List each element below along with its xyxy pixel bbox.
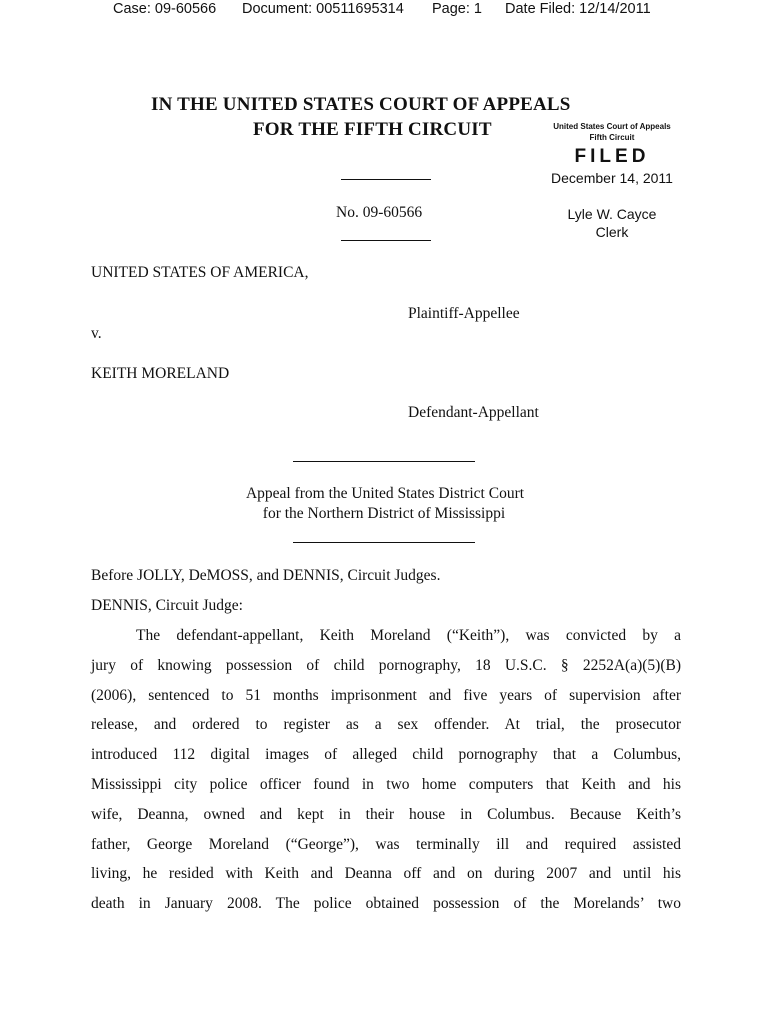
page-number-header: Page: 1 [432,1,482,17]
opinion-line: living, he resided with Keith and Deanna off and on during 2007 and until his [91,865,681,883]
case-number-rule-bottom [341,240,431,241]
opinion-paragraph [91,621,681,919]
opinion-line: introduced 112 digital images of alleged child pornography that a Columbus, [91,746,681,764]
stamp-filed-label: FILED [574,146,650,167]
opinion-author: DENNIS, Circuit Judge: [91,597,243,614]
opinion-line: jury of knowing possession of child pornography, 18 U.S.C. § 2252A(a)(5)(B) [91,656,681,674]
filing-header [0,0,770,26]
court-title-line2: FOR THE FIFTH CIRCUIT [253,119,492,140]
plaintiff-role: Plaintiff-Appellee [408,305,520,322]
opinion-line: release, and ordered to register as a sex offender. At trial, the prosecutor [91,716,681,734]
opinion-line: father, George Moreland (“George”), was terminally ill and required assisted [91,835,681,853]
appeal-line1: Appeal from the United States District Court [245,485,525,502]
opinion-line: (2006), sentenced to 51 months imprisonment and five years of supervision after [91,686,681,704]
defendant-name: KEITH MORELAND [91,365,230,382]
case-number-header: Case: 09-60566 [113,1,217,17]
versus: v. [91,325,102,342]
stamp-circuit: Fifth Circuit [589,133,635,142]
defendant-role: Defendant-Appellant [408,404,539,421]
opinion-line: Mississippi city police officer found in two home computers that Keith and his [91,775,681,793]
stamp-clerk-title: Clerk [595,224,629,240]
stamp-court-name: United States Court of Appeals [553,122,671,131]
appeal-rule-bottom [293,542,475,543]
stamp-filed-date: December 14, 2011 [551,170,673,186]
appeal-line2: for the Northern District of Mississippi [262,505,506,522]
filing-stamp [530,121,694,143]
court-title-line1: IN THE UNITED STATES COURT OF APPEALS [151,94,571,115]
case-number: No. 09-60566 [336,204,423,221]
stamp-clerk-name: Lyle W. Cayce [567,206,657,222]
panel-judges: Before JOLLY, DeMOSS, and DENNIS, Circuit Judges. [91,567,441,584]
document-number-header: Document: 00511695314 [242,1,404,17]
appeal-rule-top [293,461,475,462]
opinion-line: wife, Deanna, owned and kept in their house in Columbus. Because Keith’s [91,805,681,823]
plaintiff-name: UNITED STATES OF AMERICA, [91,264,309,281]
opinion-line: death in January 2008. The police obtained possession of the Morelands’ two [91,895,681,913]
date-filed-header: Date Filed: 12/14/2011 [505,1,651,17]
opinion-line: The defendant-appellant, Keith Moreland (“Keith”), was convicted by a [136,627,681,644]
case-number-rule-top [341,179,431,180]
